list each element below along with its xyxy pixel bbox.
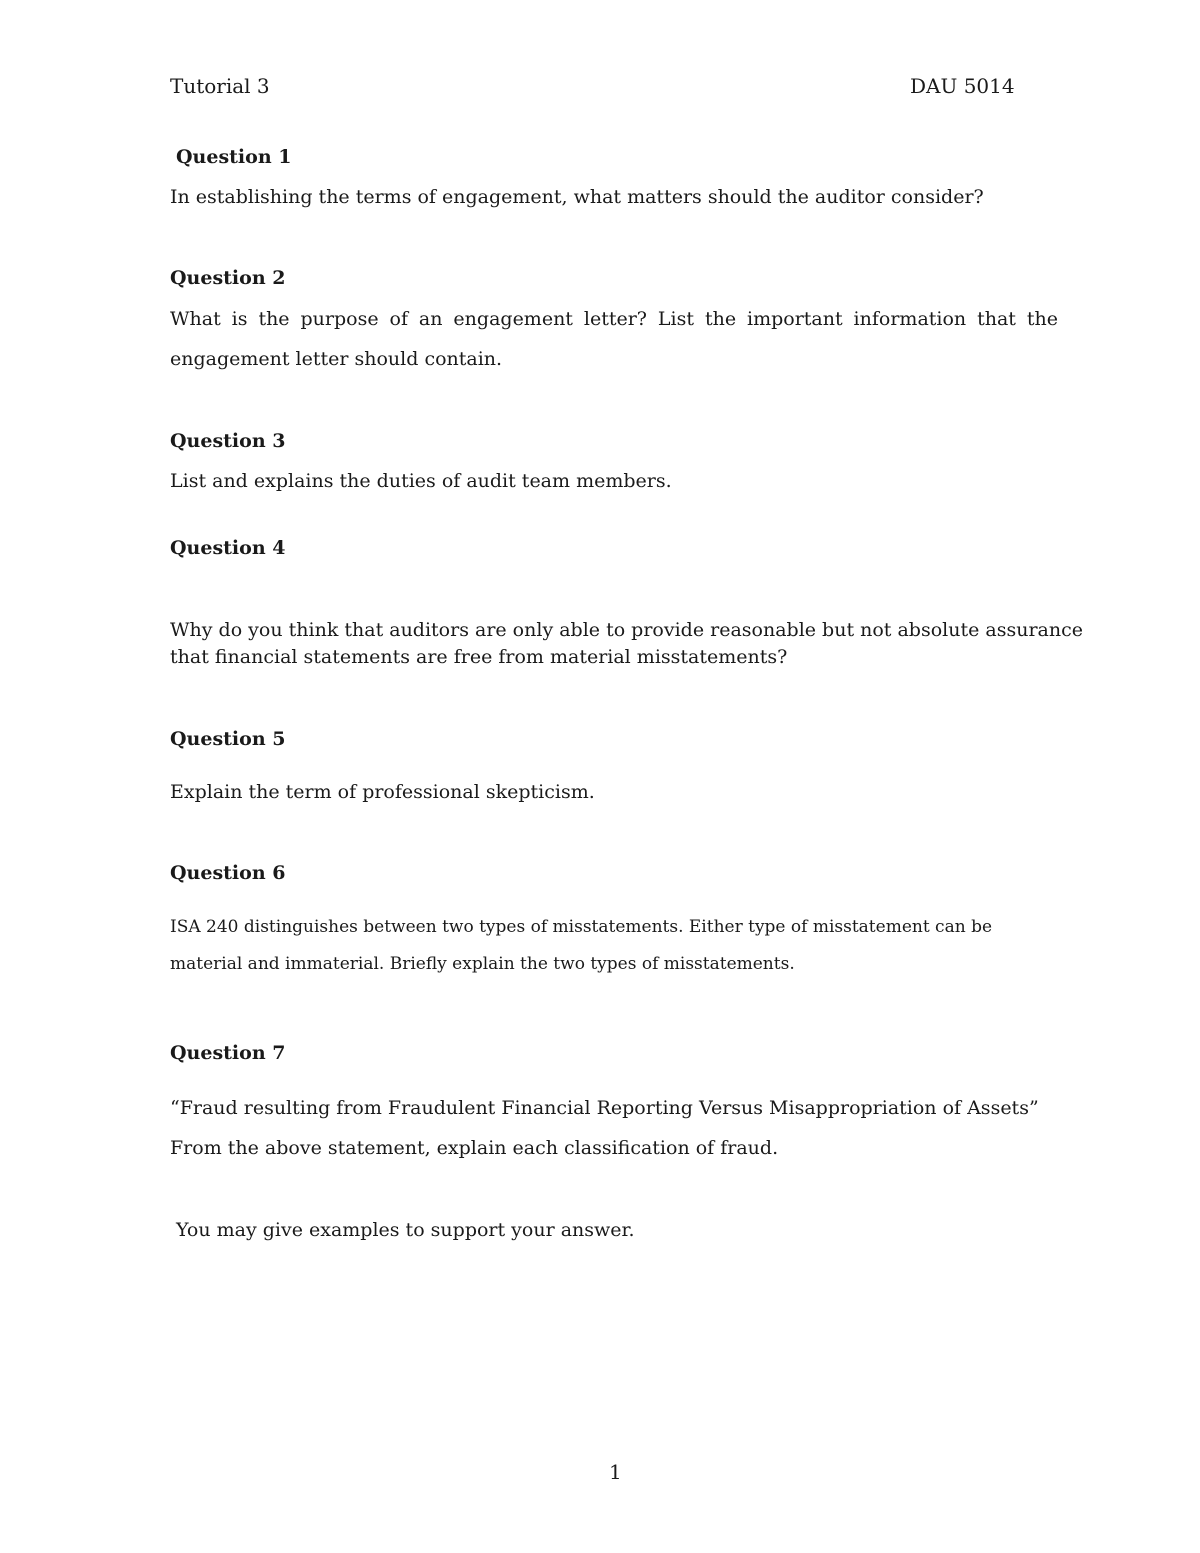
question-4-heading: Question 4 bbox=[170, 537, 286, 559]
question-7-quote: “Fraud resulting from Fraudulent Financial Reporting Versus Misappropriation of Assets” bbox=[170, 1097, 1039, 1119]
question-1-text: In establishing the terms of engagement, what matters should the auditor consider? bbox=[170, 186, 984, 208]
question-3-text: List and explains the duties of audit team members. bbox=[170, 470, 672, 492]
header-right: DAU 5014 bbox=[910, 74, 1015, 98]
header-left: Tutorial 3 bbox=[170, 74, 270, 98]
question-5-text: Explain the term of professional skepticism. bbox=[170, 781, 595, 803]
question-2-heading: Question 2 bbox=[170, 267, 286, 289]
question-3-heading: Question 3 bbox=[170, 430, 286, 452]
question-7-instruction: From the above statement, explain each classification of fraud. bbox=[170, 1137, 779, 1159]
question-5-heading: Question 5 bbox=[170, 728, 286, 750]
question-6-heading: Question 6 bbox=[170, 862, 286, 884]
question-7-note: You may give examples to support your answer. bbox=[176, 1219, 635, 1241]
question-1-heading: Question 1 bbox=[176, 146, 292, 168]
question-4-text-line-2: that financial statements are free from material misstatements? bbox=[170, 646, 788, 668]
page-number: 1 bbox=[609, 1460, 622, 1484]
question-7-heading: Question 7 bbox=[170, 1042, 286, 1064]
question-4-text-line-1: Why do you think that auditors are only able to provide reasonable but not absolute assurance bbox=[170, 619, 1083, 641]
question-6-text-line-2: material and immaterial. Briefly explain the two types of misstatements. bbox=[170, 954, 795, 974]
question-2-text-line-1: What is the purpose of an engagement letter? List the important information that the bbox=[170, 308, 1058, 330]
question-6-text-line-1: ISA 240 distinguishes between two types of misstatements. Either type of misstatement can be bbox=[170, 917, 993, 937]
question-2-text-line-2: engagement letter should contain. bbox=[170, 348, 503, 370]
